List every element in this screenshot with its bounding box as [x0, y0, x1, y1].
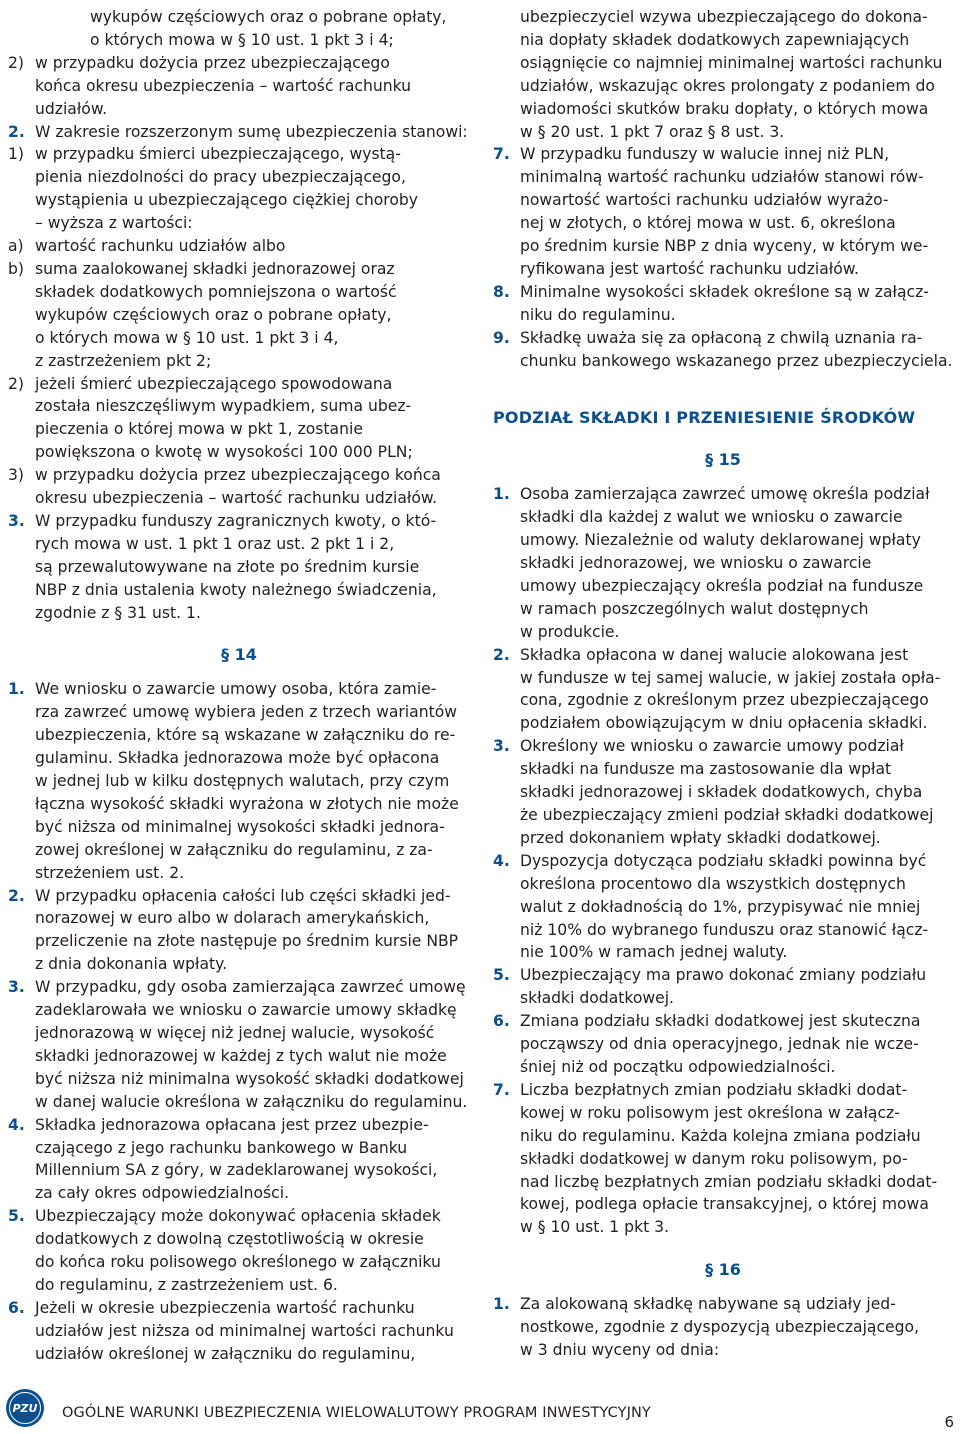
text-line: rych mowa w ust. 1 pkt 1 oraz ust. 2 pkt 1 i 2,	[35, 534, 395, 553]
text-line: W przypadku, gdy osoba zamierzająca zawrzeć umowę	[35, 978, 466, 997]
text-line: nostkowe, zgodnie z dyspozycją ubezpieczającego,	[520, 1318, 920, 1337]
text-line: strzeżeniem ust. 2.	[35, 863, 185, 882]
text-line: w § 10 ust. 1 pkt 3.	[520, 1218, 670, 1237]
text-line: udziałów jest niższa od minimalnej wartości rachunku	[35, 1321, 454, 1340]
text-line: składki dla każdej z walut we wniosku o zawarcie	[520, 508, 903, 527]
text-line: z zastrzeżeniem pkt 2;	[35, 351, 212, 370]
text-line: wiadomości skutków braku dopłaty, o których mowa	[520, 99, 929, 118]
text-line: dodatkowych z dowolną częstotliwością w okresie	[35, 1230, 424, 1249]
text-line: są przewalutowywane na złote po średnim kursie	[35, 557, 420, 576]
text-line: w jednej lub w kilku dostępnych walutach, przy czym	[35, 772, 450, 790]
text-line: za cały okres odpowiedzialności.	[35, 1184, 290, 1203]
text-line: osiągnięcie co najmniej minimalnej wartości rachunku	[520, 53, 943, 72]
item-number: 3.	[8, 511, 25, 530]
list-item	[493, 483, 953, 643]
list-item	[493, 644, 953, 736]
text-line: nie 100% w ramach jednej waluty.	[520, 943, 788, 962]
text-line: składki na fundusze ma zastosowanie dla wpłat	[520, 760, 892, 779]
text-line: wystąpienia u ubezpieczającego ciężkiej choroby	[35, 191, 418, 210]
text-line: składki dodatkowej.	[520, 989, 675, 1008]
list-item	[8, 258, 470, 350]
list-item	[8, 885, 470, 977]
text-line: rza zawrzeć umowę wybiera jeden z trzech wariantów	[35, 703, 457, 722]
list-item	[8, 510, 470, 625]
text-line: wykupów częściowych oraz o pobrane opłaty,	[35, 305, 392, 324]
item-number: 2)	[8, 53, 25, 72]
item-number: 1.	[493, 485, 510, 504]
text-line: Liczba bezpłatnych zmian podziału składki dodat-	[520, 1080, 908, 1099]
text-line: Jeżeli w okresie ubezpieczenia wartość rachunku	[35, 1298, 415, 1317]
paragraph-heading: § 15	[705, 450, 741, 470]
text-line: począwszy od dnia operacyjnego, jednak nie wcze-	[520, 1035, 919, 1054]
text-line: norazowej w euro albo w dolarach amerykańskich,	[35, 909, 430, 928]
list-item	[8, 1114, 470, 1206]
text-line: przed dokonaniem wpłaty składki dodatkowej.	[520, 828, 881, 847]
item-number: 2)	[8, 374, 25, 393]
item-number: 3.	[8, 978, 25, 997]
text-line: W przypadku opłacenia całości lub części składki jed-	[35, 886, 451, 905]
text-line: składek dodatkowych pomniejszona o wartość	[35, 282, 397, 301]
text-line: NBP z dnia ustalenia kwoty należnego świadczenia,	[35, 580, 437, 599]
text-line: określona procentowo dla wszystkich dostępnych	[520, 874, 906, 893]
text-line: zgodnie z § 31 ust. 1.	[35, 603, 201, 622]
right-column	[493, 6, 953, 1362]
text-line: powiększona o kwotę w wysokości 100 000 PLN;	[35, 443, 413, 462]
item-number: a)	[8, 237, 24, 256]
list-item	[493, 1293, 953, 1362]
text-line: do regulaminu, z zastrzeżeniem ust. 6.	[35, 1275, 338, 1294]
text-line: wykupów częściowych oraz o pobrane opłaty,	[90, 8, 447, 26]
text-line: nej w złotych, o której mowa w ust. 6, określona	[520, 214, 896, 233]
text-line: walut z dokładnością do 1%, przypisywać nie mniej	[520, 897, 921, 916]
text-line: udziałów, wskazując okres prolongaty z podaniem do	[520, 76, 935, 95]
text-line: Określony we wniosku o zawarcie umowy podział	[520, 737, 904, 756]
item-number: 8.	[493, 282, 510, 301]
list-item	[493, 281, 953, 327]
list-item	[8, 1205, 470, 1297]
item-number: 2.	[493, 645, 510, 664]
list-item	[493, 1079, 953, 1239]
text-line: do końca roku polisowego określonego w załączniku	[35, 1253, 441, 1272]
item-number: 9.	[493, 328, 510, 347]
text-line: umowy. Niezależnie od waluty deklarowanej wpłaty	[520, 531, 921, 550]
item-number: b)	[8, 259, 24, 278]
text-line: w produkcie.	[520, 622, 620, 641]
list-item	[8, 143, 470, 235]
text-line: w fundusze w tej samej walucie, w jakiej została opła-	[520, 668, 941, 687]
text-line: składki jednorazowej i składek dodatkowych, chyba	[520, 783, 923, 802]
text-line: We wniosku o zawarcie umowy osoba, która zamie-	[35, 680, 437, 699]
item-number: 4.	[8, 1115, 25, 1134]
text-line: Millennium SA z góry, w zadeklarowanej wysokości,	[35, 1161, 438, 1180]
list-item	[8, 464, 470, 510]
text-line: niku do regulaminu. Każda kolejna zmiana podziału	[520, 1126, 921, 1145]
text-line: składki jednorazowej w każdej z tych walut nie może	[35, 1046, 447, 1065]
text-line: minimalną wartość rachunku udziałów stanowi rów-	[520, 168, 924, 187]
list-item	[8, 976, 470, 1113]
section-14-list	[8, 678, 470, 1365]
item-number: 5.	[493, 966, 510, 985]
text-line: że ubezpieczający zmieni podział składki dodatkowej	[520, 806, 934, 824]
text-line: o których mowa w § 10 ust. 1 pkt 3 i 4;	[90, 30, 394, 49]
text-line: niż 10% do wybranego funduszu oraz stanowić łącz-	[520, 920, 929, 939]
text-line: jednorazową w więcej niż jednej walucie, wysokość	[35, 1023, 435, 1042]
left-top-continuation	[8, 6, 470, 52]
text-line: udziałów określonej w załączniku do regulaminu,	[35, 1344, 416, 1363]
text-line: niku do regulaminu.	[520, 305, 676, 324]
text-line: Ubezpieczający ma prawo dokonać zmiany podziału	[520, 966, 927, 985]
right-top-continuation	[493, 6, 953, 143]
item-number: 3)	[8, 466, 25, 485]
page-number: 6	[944, 1413, 954, 1431]
text-line: Składkę uważa się za opłaconą z chwilą uznania ra-	[520, 328, 923, 347]
text-line: chunku bankowego wskazanego przez ubezpieczyciela.	[520, 351, 953, 370]
item-number: 6.	[493, 1012, 510, 1031]
text-line: zadeklarowała we wniosku o zawarcie umowy składkę	[35, 1001, 457, 1020]
text-line: Składka jednorazowa opłacana jest przez ubezpie-	[35, 1115, 429, 1134]
text-line: jeżeli śmierć ubezpieczającego spowodowana	[35, 374, 393, 393]
list-item	[493, 735, 953, 850]
text-line: o których mowa w § 10 ust. 1 pkt 3 i 4,	[35, 328, 339, 347]
paragraph-heading: § 14	[221, 645, 257, 665]
text-line: w przypadku dożycia przez ubezpieczającego	[35, 53, 390, 72]
footer-title: OGÓLNE WARUNKI UBEZPIECZENIA WIELOWALUTOWY PROGRAM INWESTYCYJNY	[62, 1405, 651, 1421]
text-line: ryfikowana jest wartość rachunku udziałów.	[520, 259, 860, 278]
text-line: W przypadku funduszy w walucie innej niż PLN,	[520, 145, 890, 164]
list-item	[493, 850, 953, 965]
list-item	[8, 121, 470, 144]
list-item	[8, 52, 470, 121]
text-line: Minimalne wysokości składek określone są w załącz-	[520, 282, 929, 301]
list-item	[8, 373, 470, 465]
text-line: cona, zgodnie z określonym przez ubezpieczającego	[520, 691, 929, 710]
text-line: końca okresu ubezpieczenia – wartość rachunku	[35, 76, 412, 95]
page-footer	[0, 1385, 960, 1434]
text-line: Osoba zamierzająca zawrzeć umowę określa podział	[520, 485, 930, 504]
text-line: została nieszczęśliwym wypadkiem, suma ubez-	[35, 397, 412, 416]
list-item	[493, 327, 953, 373]
text-line: czającego z jego rachunku bankowego w Banku	[35, 1138, 408, 1157]
text-line: nowartość wartości rachunku udziałów wyrażo-	[520, 191, 889, 210]
text-line: udziałów.	[35, 99, 108, 118]
text-line: w 3 dniu wyceny od dnia:	[520, 1340, 720, 1359]
text-line: okresu ubezpieczenia – wartość rachunku udziałów.	[35, 489, 438, 508]
right-top-list	[493, 143, 953, 372]
text-line: Dyspozycja dotycząca podziału składki powinna być	[520, 851, 927, 870]
text-line: wartość rachunku udziałów albo	[35, 237, 286, 256]
text-line: podziałem obowiązującym w dniu opłacenia składki.	[520, 714, 928, 733]
text-line: w danej walucie określona w załączniku do regulaminu.	[35, 1092, 468, 1111]
item-number: 6.	[8, 1298, 25, 1317]
list-item	[493, 143, 953, 280]
text-line: W przypadku funduszy zagranicznych kwoty, o któ-	[35, 511, 437, 530]
logo-text: PZU	[9, 1392, 41, 1424]
item-number: 7.	[493, 145, 510, 164]
text-line: łączna wysokość składki wyrażona w złotych nie może	[35, 794, 459, 813]
text-line: w przypadku śmierci ubezpieczającego, wystą-	[35, 145, 401, 164]
item-number: 1.	[493, 1295, 510, 1314]
text-line: składki jednorazowej, we wniosku o zawarcie	[520, 554, 872, 573]
item-number: 3.	[493, 737, 510, 756]
text-line: w § 20 ust. 1 pkt 7 oraz § 8 ust. 3.	[520, 122, 785, 141]
item-number: 2.	[8, 886, 25, 905]
text-line: pienia niezdolności do pracy ubezpieczającego,	[35, 168, 406, 187]
text-line: umowy ubezpieczający określa podział na fundusze	[520, 576, 924, 595]
item-number: 1)	[8, 145, 25, 164]
text-line: gulaminu. Składka jednorazowa może być opłacona	[35, 749, 440, 768]
text-line: Zmiana podziału składki dodatkowej jest skuteczna	[520, 1012, 921, 1031]
item-number: 5.	[8, 1207, 25, 1226]
section-title: PODZIAŁ SKŁADKI I PRZENIESIENIE ŚRODKÓW	[493, 407, 916, 427]
text-line: przeliczenie na złote następuje po średnim kursie NBP	[35, 932, 459, 951]
list-item	[493, 964, 953, 1010]
text-line: nad liczbę bezpłatnych zmian podziału składki dodat-	[520, 1172, 938, 1191]
section-16-list	[493, 1293, 953, 1362]
text-line: Składka opłacona w danej walucie alokowana jest	[520, 645, 909, 664]
list-item	[8, 678, 470, 884]
text-line: suma zaalokowanej składki jednorazowej oraz	[35, 259, 395, 278]
text-line: zowej określonej w załączniku do regulaminu, z za-	[35, 840, 433, 859]
text-line: w ramach poszczególnych walut dostępnych	[520, 599, 869, 618]
list-item	[8, 235, 470, 258]
item-number: 4.	[493, 851, 510, 870]
text-line: Ubezpieczający może dokonywać opłacenia składek	[35, 1207, 441, 1226]
section-15-list	[493, 483, 953, 1239]
text-line: śniej niż od początku odpowiedzialności.	[520, 1057, 836, 1076]
left-column	[8, 6, 470, 1366]
text-line: Za alokowaną składkę nabywane są udziały jed-	[520, 1295, 896, 1314]
text-line: składki dodatkowej w danym roku polisowym, po-	[520, 1149, 908, 1168]
text-line: – wyższa z wartości:	[35, 214, 193, 233]
text-line: ubezpieczyciel wzywa ubezpieczającego do dokona-	[520, 8, 928, 26]
text-line: ubezpieczenia, które są wskazane w załączniku do re-	[35, 726, 456, 745]
text-line: w przypadku dożycia przez ubezpieczającego końca	[35, 466, 441, 485]
text-line: W zakresie rozszerzonym sumę ubezpieczenia stanowi:	[35, 122, 468, 141]
text-line: pieczenia o której mowa w pkt 1, zostanie	[35, 420, 363, 439]
text-line: nia dopłaty składek dodatkowych zapewniających	[520, 30, 910, 49]
text-line: z dnia dokonania wpłaty.	[35, 955, 228, 974]
text-line: po średnim kursie NBP z dnia wyceny, w którym we-	[520, 237, 929, 256]
item-number: 1.	[8, 680, 25, 699]
text-line: kowej w roku polisowym jest określona w załącz-	[520, 1103, 900, 1122]
item-number: 2.	[8, 122, 25, 141]
text-line: być niższa od minimalnej wysokości składki jednora-	[35, 817, 445, 836]
list-item	[493, 1010, 953, 1079]
paragraph-heading: § 16	[705, 1260, 741, 1280]
item-number: 7.	[493, 1080, 510, 1099]
text-line: być niższa niż minimalna wysokość składki dodatkowej	[35, 1069, 464, 1088]
list-item	[8, 1297, 470, 1366]
pzu-logo	[6, 1389, 44, 1427]
text-line: kowej, podlega opłacie transakcyjnej, o której mowa	[520, 1195, 929, 1214]
